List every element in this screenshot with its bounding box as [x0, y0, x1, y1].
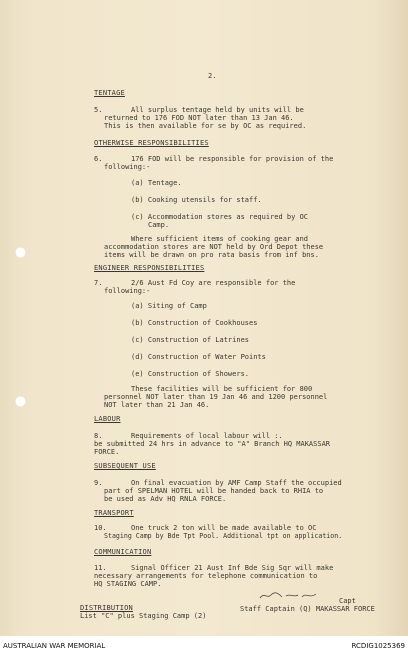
section-heading-subsequent-use: SUBSEQUENT USE — [94, 462, 156, 470]
para-line: Requirements of local labour will :. — [131, 432, 283, 440]
list-item: (b) Cooking utensils for staff. — [131, 196, 262, 204]
para-line: NOT later than 21 Jan 46. — [104, 401, 210, 409]
para-line: 2/6 Aust Fd Coy are responsible for the — [131, 279, 296, 287]
footer-source: AUSTRALIAN WAR MEMORIAL — [3, 642, 106, 650]
page-number: 2. — [208, 72, 217, 80]
para-line: following:- — [104, 163, 151, 171]
signature-title: Staff Captain (Q) MAKASSAR FORCE — [240, 605, 375, 613]
section-heading-tentage: TENTAGE — [94, 89, 125, 97]
section-heading-labour: LABOUR — [94, 415, 121, 423]
para-line: necessary arrangements for telephone communication to — [94, 572, 318, 580]
punch-hole — [15, 247, 26, 258]
list-item: (d) Construction of Water Points — [131, 353, 266, 361]
section-heading-engineer: ENGINEER RESPONSIBILITIES — [94, 264, 205, 272]
para-number: 6. — [94, 155, 103, 163]
distribution-line: List "C" plus Staging Camp (2) — [80, 612, 207, 620]
para-line: All surplus tentage held by units will be — [131, 106, 304, 114]
section-heading-ordnance: OTHERWISE RESPONSIBILITIES — [94, 139, 209, 147]
para-number: 9. — [94, 479, 103, 487]
para-line: 176 FOD will be responsible for provision of the — [131, 155, 334, 163]
para-number: 7. — [94, 279, 103, 287]
para-line: Signal Officer 21 Aust Inf Bde Sig Sqr will make — [131, 564, 334, 572]
para-line: FORCE. — [94, 448, 120, 456]
para-line: One truck 2 ton will be made available to OC — [131, 524, 317, 532]
signature-rank: Capt — [339, 597, 356, 605]
list-item: Camp. — [148, 221, 170, 229]
list-item: (a) Siting of Camp — [131, 302, 207, 310]
list-item: (c) Construction of Latrines — [131, 336, 250, 344]
para-line: personnel NOT later than 19 Jan 46 and 1200 personnel — [104, 393, 328, 401]
distribution-heading: DISTRIBUTION — [80, 604, 133, 612]
para-number: 5. — [94, 106, 103, 114]
para-number: 8. — [94, 432, 103, 440]
list-item: (a) Tentage. — [131, 179, 182, 187]
footer-reference: RCDIG1025369 — [351, 642, 405, 650]
section-heading-communication: COMMUNICATION — [94, 548, 152, 556]
para-line: returned to 176 FOD NOT later than 13 Jan 46. — [104, 114, 294, 122]
list-item: (c) Accommodation stores as required by OC — [131, 213, 309, 221]
para-line: be used as Adv HQ RNLA FORCE. — [104, 495, 227, 503]
archive-footer — [0, 636, 408, 654]
section-heading-transport: TRANSPORT — [94, 509, 134, 517]
para-line: These facilities will be sufficient for 800 — [131, 385, 313, 393]
para-line: following:- — [104, 287, 151, 295]
list-item: (e) Construction of Showers. — [131, 370, 250, 378]
para-line: This is then available for se by OC as required. — [104, 122, 307, 130]
list-item: (b) Construction of Cookhouses — [131, 319, 258, 327]
punch-hole — [15, 396, 26, 407]
para-line: Staging Camp by Bde Tpt Pool. Additional tpt on application. — [104, 532, 343, 540]
para-line: HQ STAGING CAMP. — [94, 580, 162, 588]
para-line: accommodation stores are NOT held by Ord Depot these — [104, 243, 324, 251]
para-line: part of SPELMAN HOTEL will be handed back to RHIA to — [104, 487, 324, 495]
handwritten-signature — [258, 591, 320, 600]
para-line: items will be drawn on pro rata basis from inf bns. — [104, 251, 319, 259]
para-number: 11. — [94, 564, 107, 572]
para-line: be submitted 24 hrs in advance to "A" Branch HQ MAKASSAR — [94, 440, 331, 448]
para-line: Where sufficient items of cooking gear and — [131, 235, 309, 243]
para-number: 10. — [94, 524, 107, 532]
para-line: On final evacuation by AMF Camp Staff the occupied — [131, 479, 342, 487]
